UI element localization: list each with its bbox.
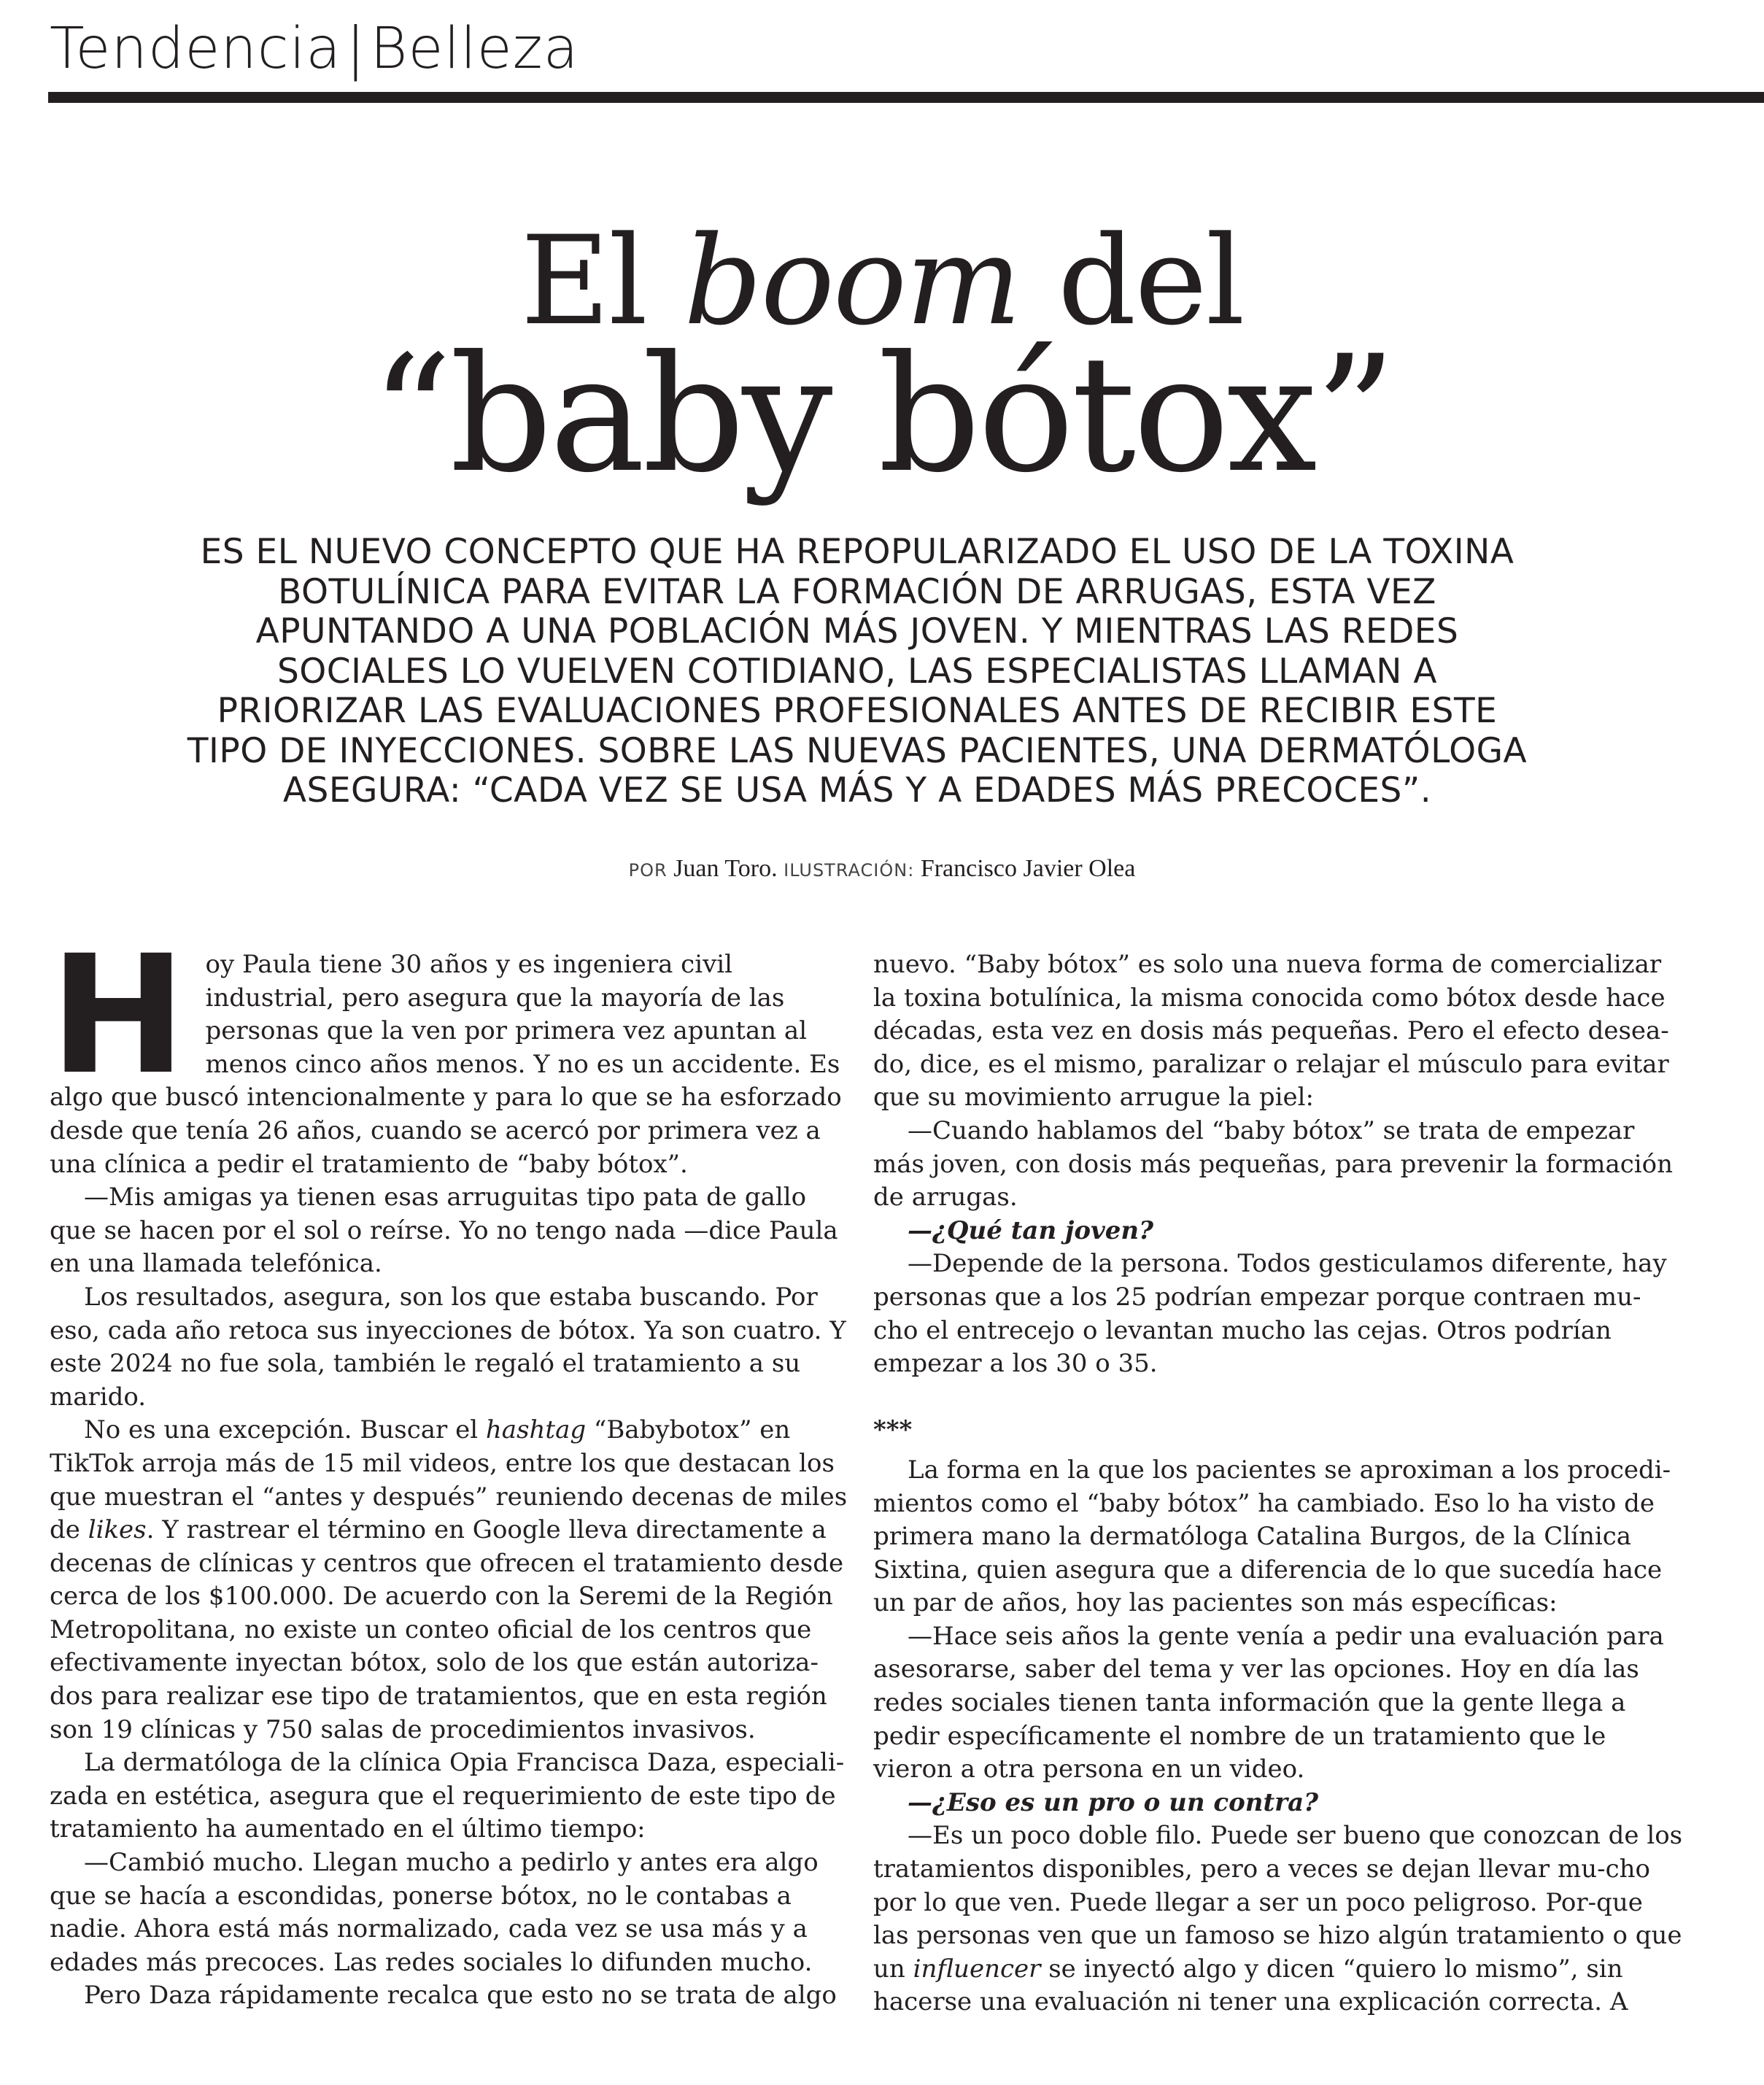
article-paragraph <box>50 920 859 1181</box>
paragraph-text: “Babybotox” en TikTok arroja más de 15 mil videos, entre los que destacan los que muestran el “antes y después” reuniendo decenas de miles de <box>50 1415 848 1545</box>
section-name: Tendencia <box>50 16 342 82</box>
italic-term: influencer <box>913 1954 1041 1984</box>
subsection-name: Belleza <box>370 16 579 82</box>
paragraph-text: oy Paula tiene 30 años y es ingeniera civil industrial, pero asegura que la mayoría de las personas que la ven por primera vez apuntan al menos cinco años menos. Y no es un accidente. Es algo que buscó intencionalmente y para lo que se ha esforzado desde que tenía 26 años, cuando se acercó por primera vez a una clínica a pedir el tratamiento de “baby bótox”. <box>50 950 842 1179</box>
article-paragraph: nuevo. “Baby bótox” es solo una nueva forma de comercializar la toxina botulínica, la misma conocida como bótox desde hace décadas, esta vez en dosis más pequeñas. Pero el efecto desea-do, dice, es el mismo, paralizar o relajar el músculo para evitar que su movimiento arrugue la piel: <box>873 950 1669 1113</box>
italic-term: hashtag <box>485 1415 587 1445</box>
deck-line: APUNTANDO A UNA POBLACIÓN MÁS JOVEN. Y MIENTRAS LAS REDES <box>255 611 1459 651</box>
italic-term: likes <box>88 1515 147 1545</box>
byline-illustrator: Francisco Javier Olea <box>920 855 1136 882</box>
article-paragraph: La forma en la que los pacientes se aproximan a los procedi-mientos como el “baby bótox” ha cambiado. Eso lo ha visto de primera mano la dermatóloga Catalina Burgos, de la Clínica Sixtina, quien asegura que a diferencia de lo que sucedía hace un par de años, hoy las pacientes son más específicas: <box>873 1455 1671 1618</box>
interview-question: —¿Qué tan joven? <box>908 1215 1154 1245</box>
deck-summary <box>102 533 1612 811</box>
article-paragraph: Los resultados, asegura, son los que estaba buscando. Por eso, cada año retoca sus inyecciones de bótox. Ya son cuatro. Y este 2024 no fue sola, también le regaló el tratamiento a su marido. <box>50 1282 846 1412</box>
drop-cap: H <box>50 920 187 1110</box>
headline-word-el: El <box>520 209 646 352</box>
deck-line: SOCIALES LO VUELVEN COTIDIANO, LAS ESPECIALISTAS LLAMAN A <box>276 651 1438 692</box>
article-paragraph: Pero Daza rápidamente recalca que esto no se trata de algo <box>84 1981 837 2011</box>
section-header <box>50 16 579 82</box>
section-separator: | <box>346 16 366 82</box>
headline-word-boom: boom <box>684 209 1021 352</box>
deck-line: PRIORIZAR LAS EVALUACIONES PROFESIONALES ANTES DE RECIBIR ESTE <box>217 691 1498 731</box>
article-paragraph: —Mis amigas ya tienen esas arruguitas tipo pata de gallo que se hacen por el sol o reírse. Yo no tengo nada —dice Paula en una llamada telefónica. <box>50 1183 838 1279</box>
article-paragraph: —Cuando hablamos del “baby bótox” se trata de empezar más joven, con dosis más pequeñas, para prevenir la formación de arrugas. <box>873 1115 1674 1212</box>
byline-por-label: POR <box>628 860 668 881</box>
byline-author: Juan Toro. <box>673 855 778 882</box>
article-column-right <box>873 948 1683 2019</box>
byline-illustration-label: ILUSTRACIÓN: <box>784 860 915 881</box>
byline <box>0 855 1764 883</box>
header-rule <box>48 92 1764 103</box>
paragraph-text: —Es un poco doble filo. Puede ser bueno que conozcan de los tratamientos disponibles, pero a veces se dejan llevar mu-cho por lo que ven. Puede llegar a ser un poco peligroso. Por-que las personas ven que un famoso se hizo algún tratamiento o que un <box>873 1821 1683 1984</box>
article-paragraph: —Cambió mucho. Llegan mucho a pedirlo y antes era algo que se hacía a escondidas, ponerse bótox, no le contabas a nadie. Ahora está más normalizado, cada vez se usa más y a edades más precoces. Las redes sociales lo difunden mucho. <box>50 1848 819 1977</box>
section-break: *** <box>873 1415 913 1445</box>
interview-question: —¿Eso es un pro o un contra? <box>908 1787 1319 1817</box>
article-paragraph: —Depende de la persona. Todos gesticulamos diferente, hay personas que a los 25 podrían empezar porque contraen mu-cho el entrecejo o levantan mucho las cejas. Otros podrían empezar a los 30 o 35. <box>873 1249 1667 1379</box>
article-column-left <box>50 920 859 2013</box>
deck-line: TIPO DE INYECCIONES. SOBRE LAS NUEVAS PACIENTES, UNA DERMATÓLOGA <box>187 730 1528 771</box>
article-paragraph <box>50 1414 859 1746</box>
paragraph-text: . Y rastrear el término en Google lleva directamente a decenas de clínicas y centros que ofrecen el tratamiento desde cerca de los $100.000. De acuerdo con la Seremi de la Región Metropolitana, no existe un conteo oficial de los centros que efectivamente inyectan bótox, solo de los que están autoriza-dos para realizar ese tipo de tratamientos, que en esta región son 19 clínicas y 750 salas de procedimientos invasivos. <box>50 1515 844 1744</box>
article-paragraph <box>873 1819 1683 2019</box>
article-paragraph: —Hace seis años la gente venía a pedir una evaluación para asesorarse, saber del tema y ver las opciones. Hoy en día las redes sociales tienen tanta información que la gente llega a pedir específicamente el nombre de un tratamiento que le vieron a otra persona en un video. <box>873 1621 1664 1784</box>
deck-line: ASEGURA: “CADA VEZ SE USA MÁS Y A EDADES MÁS PRECOCES”. <box>282 770 1432 811</box>
headline-line-2: “baby bótox” <box>370 321 1394 508</box>
article-paragraph: La dermatóloga de la clínica Opia Francisca Daza, especiali-zada en estética, asegura que el requerimiento de este tipo de tratamiento ha aumentado en el último tiempo: <box>50 1748 845 1844</box>
deck-line: ES EL NUEVO CONCEPTO QUE HA REPOPULARIZADO EL USO DE LA TOXINA <box>200 532 1515 572</box>
deck-line: BOTULÍNICA PARA EVITAR LA FORMACIÓN DE ARRUGAS, ESTA VEZ <box>278 571 1436 612</box>
headline-word-del: del <box>1057 209 1244 352</box>
paragraph-text: No es una excepción. Buscar el <box>84 1415 486 1445</box>
paragraph-text: se inyectó algo y dicen “quiero lo mismo”, sin hacerse una evaluación ni tener una explicación correcta. A <box>873 1954 1628 2017</box>
